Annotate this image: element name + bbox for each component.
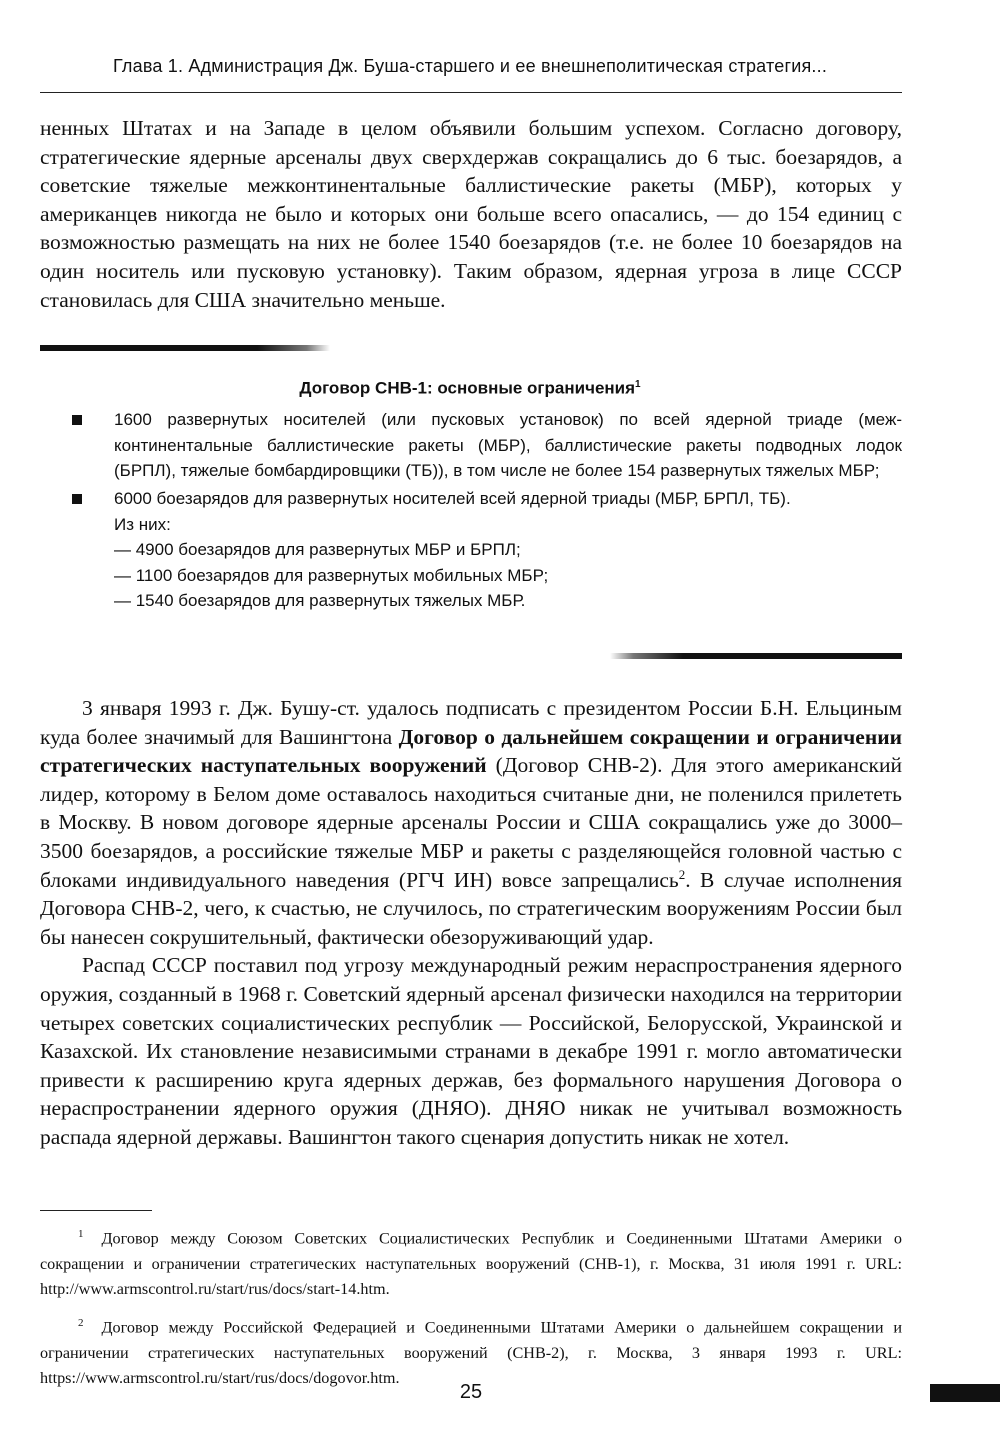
- paragraph-text: 3 января 1993 г. Дж. Бушу-ст. удалось подписать с президентом России Б.Н. Ельциным куда более значимый для Вашингтона: [40, 696, 902, 749]
- page-number: 25: [459, 1381, 483, 1403]
- treaty-limits-box: [68, 372, 902, 616]
- footnote-mark: 2: [78, 1316, 84, 1329]
- treaty-name-bold: Договор о дальнейшем сокращении и ограничении стратегических наступательных вооружений: [40, 724, 902, 778]
- footnote-text: Договор между Российской Федерацией и Соединенными Штатами Америки о дальнейшем сокращении и ограничении стратегических наступательных вооружений (СНВ-2), г. Москва, 3 января 1993 г. URL: https://www.armscontrol.ru/start/rus/docs/dogovor.htm.: [40, 1318, 902, 1388]
- sub-item: — 1100 боезарядов для развернутых мобильных МБР;: [114, 565, 549, 585]
- footnote-mark: 1: [78, 1228, 84, 1240]
- box-title: [68, 372, 902, 401]
- body-paragraphs: [40, 694, 902, 1152]
- footnote: [40, 1222, 902, 1303]
- edge-thumb-tab: [930, 1384, 1000, 1402]
- list-item-text: 1600 развернутых носителей (или пусковых установок) по всей ядерной триаде (межконтинентальные баллистические ракеты (МБР), баллистические ракеты подводных лодок (БРПЛ), тяжелые бомбардировщики (ТБ)), в том числе не более 154 развернутых тяжелых МБР;: [114, 410, 902, 481]
- body-paragraph-3: Распад СССР поставил под угрозу международный режим нераспространения ядерного оружия, созданный в 1968 г. Советский ядерный арсенал физически находился на территории четырех советских социалистических республик — Российской, Белорусской, Украинской и Казахской. Их становление независимыми странами в декабре 1991 г. могло автоматически привести к расширению круга ядерных держав, без формального нарушения Договора о нераспространении ядерного оружия (ДНЯО). ДНЯО никак не учитывал возможность распада ядерной державы. Вашингтон такого сценария допустить никак не хотел.: [40, 953, 902, 1149]
- list-item: [68, 407, 902, 484]
- footnote: [40, 1311, 902, 1392]
- sub-item: — 4900 боезарядов для развернутых МБР и БРПЛ;: [114, 540, 521, 560]
- paragraph-text: . В случае исполнения Договора СНВ-2, чего, к счастью, не случилось, по стратегическим вооружениям России был бы нанесен сокрушительный, фактически обезоруживающий удар.: [40, 867, 902, 949]
- box-title-text: Договор СНВ-1: основные ограничения: [299, 378, 636, 398]
- sidebar-box-bottom-bar: [610, 653, 902, 659]
- list-item: [68, 486, 902, 614]
- body-paragraph-2: [40, 694, 902, 951]
- list-item-text: Из них:: [114, 514, 171, 534]
- paragraph-text: ненных Штатах и на Западе в целом объявили большим успехом. Согласно договору, стратегические ядерные арсеналы двух сверхдержав сокращались до 6 тыс. боезарядов, а советские тяжелые межконтинентальные баллистические ракеты (МБР), которых у американцев никогда не было и которых они больше всего опасались, — до 154 единиц с возможностью размещать на них не более 1540 боезарядов (т.е. не более 10 боезарядов на один носитель или пусковую установку). Таким образом, ядерная угроза в лице СССР становилась для США значительно меньше.: [40, 116, 902, 312]
- square-bullet-icon: [72, 494, 82, 504]
- footnote-text: Договор между Союзом Советских Социалистических Республик и Соединенными Штатами Америки о сокращении и ограничении стратегических наступательных вооружений (СНВ-1), г. Москва, 31 июля 1991 г. URL: http://www.armscontrol.ru/start/rus/docs/start-14.htm.: [40, 1229, 902, 1299]
- sub-item: — 1540 боезарядов для развернутых тяжелых МБР.: [114, 591, 526, 611]
- square-bullet-icon: [72, 415, 82, 425]
- sidebar-box-top-bar: [40, 345, 330, 351]
- footnote-divider: [40, 1210, 152, 1211]
- body-paragraph-1: [40, 114, 902, 314]
- paragraph-text: (Договор СНВ-2). Для этого американский лидер, которому в Белом доме оставалось находиться считаные дни, не поленился прилететь в Москву. В новом договоре ядерные арсеналы России и США сокращались уже до 3000–3500 боезарядов, а российские тяжелые МБР и ракеты с разделяющейся головной частью с блоками индивидуального наведения (РГЧ ИН) вовсе запрещались: [40, 753, 902, 892]
- footnotes: [40, 1222, 902, 1400]
- list-item-text: 6000 боезарядов для развернутых носителей всей ядерной триады (МБР, БРПЛ, ТБ).: [114, 489, 791, 509]
- footnote-ref-1[interactable]: 1: [635, 379, 641, 390]
- running-header: Глава 1. Администрация Дж. Буша-старшего и ее внешнеполитическая стратегия...: [112, 56, 828, 76]
- footnote-ref-2[interactable]: 2: [678, 866, 686, 882]
- header-divider: [40, 92, 902, 93]
